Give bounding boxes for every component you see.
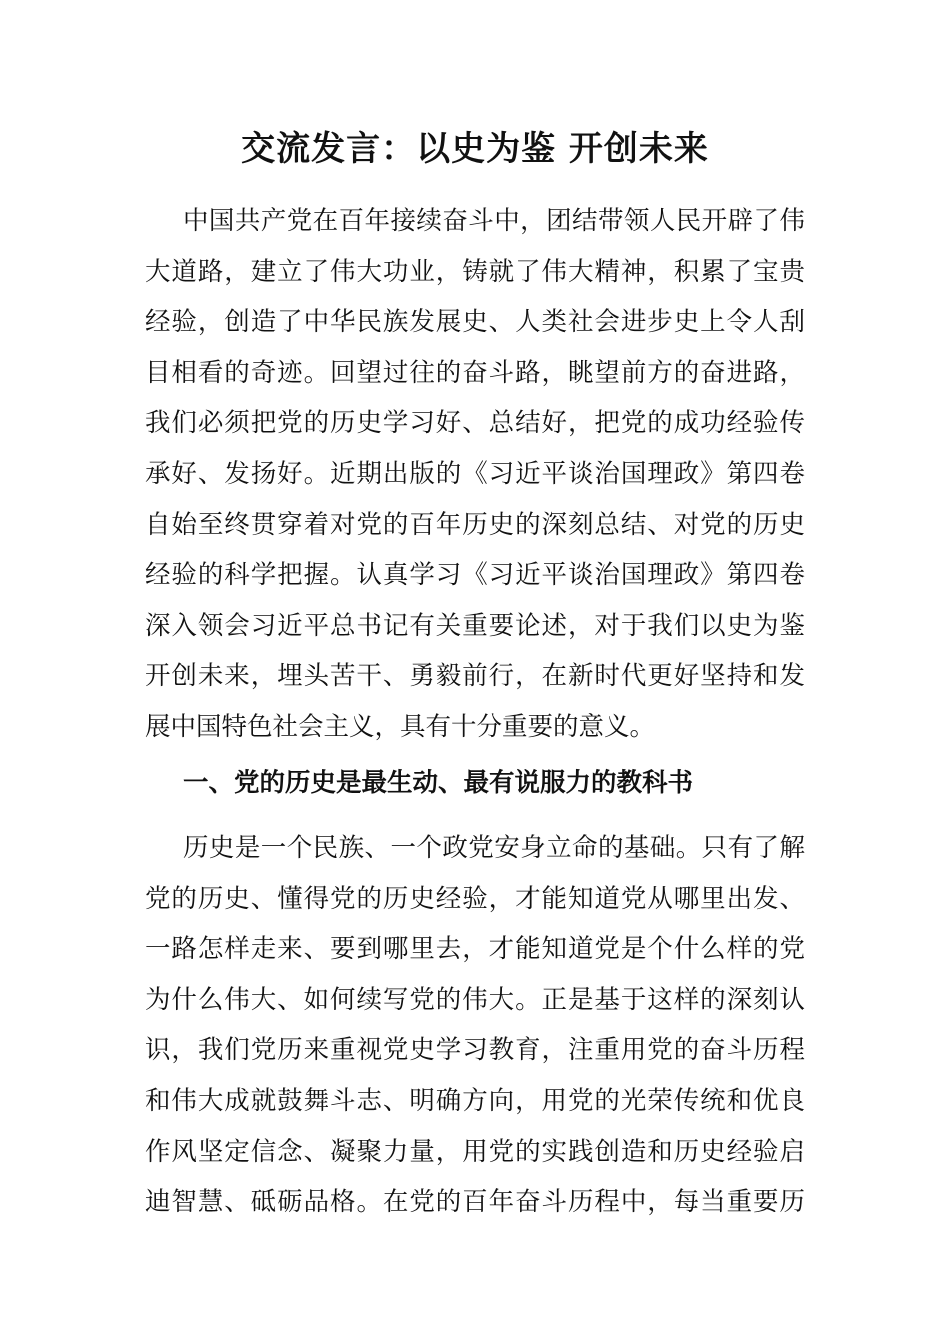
paragraph-line: 识，我们党历来重视党史学习教育，注重用党的奋斗历程: [145, 1035, 805, 1066]
paragraph-line: 开创未来，埋头苦干、勇毅前行，在新时代更好坚持和发: [145, 661, 805, 692]
paragraph-line: 党的历史、懂得党的历史经验，才能知道党从哪里出发、: [145, 883, 805, 914]
document-title: 交流发言：以史为鉴 开创未来: [241, 129, 709, 169]
paragraph-line: 深入领会习近平总书记有关重要论述，对于我们以史为鉴: [145, 610, 805, 641]
paragraph-line: 和伟大成就鼓舞斗志、明确方向，用党的光荣传统和优良: [145, 1085, 805, 1116]
paragraph-line: 中国共产党在百年接续奋斗中，团结带领人民开辟了伟: [183, 206, 805, 236]
paragraph-line: 展中国特色社会主义，具有十分重要的意义。: [145, 711, 656, 742]
paragraph-line: 大道路，建立了伟大功业，铸就了伟大精神，积累了宝贵: [145, 256, 805, 287]
section-heading: 一、党的历史是最生动、最有说服力的教科书: [183, 768, 694, 798]
section-paragraph: [145, 823, 805, 1228]
paragraph-line: 自始至终贯穿着对党的百年历史的深刻总结、对党的历史: [145, 509, 805, 540]
paragraph-line: 承好、发扬好。近期出版的《习近平谈治国理政》第四卷: [145, 458, 805, 489]
paragraph-line: 我们必须把党的历史学习好、总结好，把党的成功经验传: [145, 408, 805, 439]
paragraph-line: 一路怎样走来、要到哪里去，才能知道党是个什么样的党: [145, 934, 805, 965]
intro-paragraph: [145, 196, 805, 753]
paragraph-line: 为什么伟大、如何续写党的伟大。正是基于这样的深刻认: [145, 984, 805, 1015]
paragraph-line: 经验的科学把握。认真学习《习近平谈治国理政》第四卷: [145, 560, 805, 591]
paragraph-line: 历史是一个民族、一个政党安身立命的基础。只有了解: [183, 833, 805, 863]
paragraph-line: 作风坚定信念、凝聚力量，用党的实践创造和历史经验启: [145, 1136, 805, 1167]
paragraph-line: 迪智慧、砥砺品格。在党的百年奋斗历程中，每当重要历: [145, 1187, 805, 1218]
paragraph-line: 目相看的奇迹。回望过往的奋斗路，眺望前方的奋进路，: [145, 357, 805, 388]
paragraph-line: 经验，创造了中华民族发展史、人类社会进步史上令人刮: [145, 307, 805, 338]
